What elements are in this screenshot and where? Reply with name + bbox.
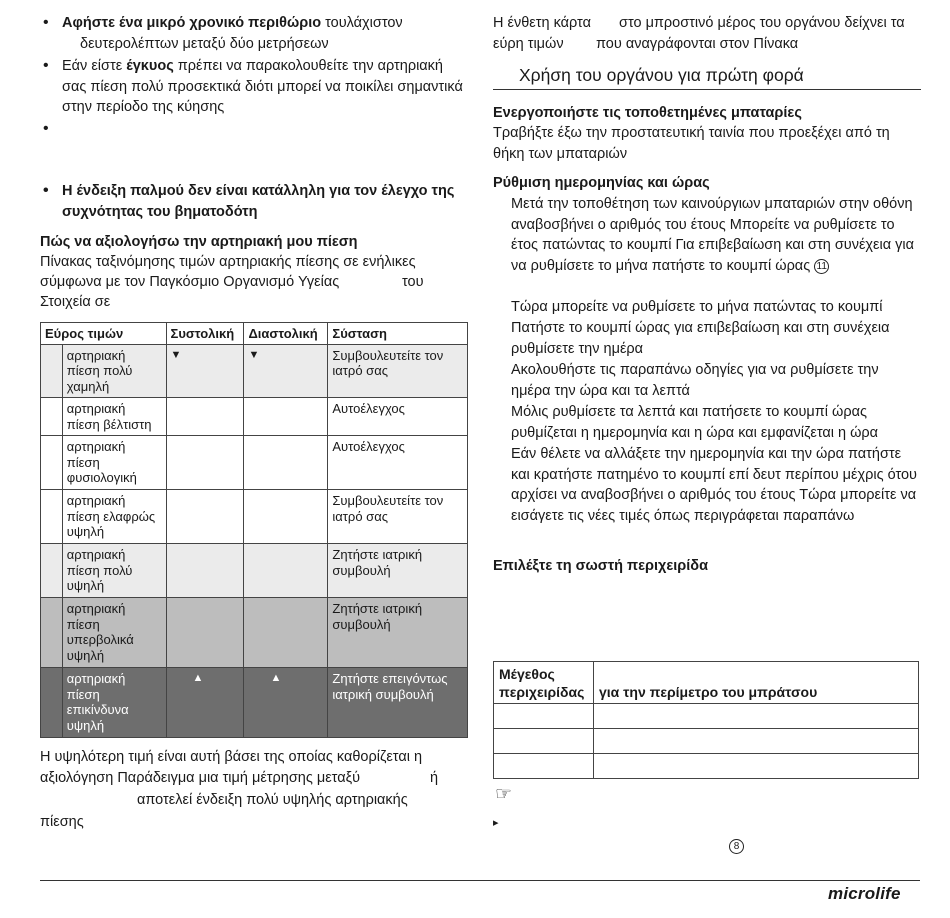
- assess-line-3: Στοιχεία σε: [40, 294, 111, 310]
- advice-cell: Συμβουλευτείτε τον ιατρό σας: [328, 490, 468, 544]
- date-para-6: Εάν θέλετε να αλλάξετε την ημερομηνία και την ώρα πατήστε και κρατήστε πατημένο το κουμπί επί δευτ περίπου μέχρις ότου αρχίσει να αναβοσβήνει ο αριθμός του έτους Τώρα μπορείτε να εισάγετε τις νέες τιμές όπως περιγράφεται παραπάνω: [511, 446, 917, 524]
- advice-cell: Συμβουλευτείτε τον ιατρό σας: [328, 344, 468, 398]
- section-title: Χρήση του οργάνου για πρώτη φορά: [493, 64, 921, 90]
- header-arm-circumference: για την περίμετρο του μπράτσου: [593, 662, 918, 704]
- color-swatch: [41, 344, 63, 398]
- microlife-logo: microlife: [828, 884, 901, 903]
- date-time-heading: Ρύθμιση ημερομηνίας και ώρας: [493, 175, 710, 191]
- color-swatch: [41, 436, 63, 490]
- systolic-cell: [166, 490, 244, 544]
- batteries-text: Τραβήξτε έξω την προστατευτική ταινία που προεξέχει από τη θήκη των μπαταριών: [493, 125, 890, 162]
- pointing-hand-icon: ☞: [495, 784, 513, 805]
- circumference-cell: [593, 754, 918, 779]
- footer-divider: [40, 880, 920, 881]
- date-para-5: Μόλις ρυθμίσετε τα λεπτά και πατήσετε το κουμπί ώρας ρυθμίζεται η ημερομηνία και η ώρα και εμφανίζεται η ώρα: [511, 404, 879, 441]
- after-table-line-2b: ή: [430, 770, 439, 786]
- bullet-pregnancy-bold: έγκυος: [126, 58, 174, 74]
- date-para-1: [511, 194, 921, 276]
- header-range: Εύρος τιμών: [41, 323, 167, 345]
- range-cell: αρτηριακή πίεση επικίνδυνα υψηλή: [62, 668, 166, 738]
- systolic-cell: [166, 598, 244, 668]
- table-row: [41, 668, 468, 738]
- after-table-line-2a: αξιολόγηση Παράδειγμα μια τιμή μέτρησης μεταξύ: [40, 770, 361, 786]
- advice-cell: Αυτοέλεγχος: [328, 436, 468, 490]
- table-row: [41, 490, 468, 544]
- table-row: [41, 598, 468, 668]
- range-cell: αρτηριακή πίεση βέλτιστη: [62, 398, 166, 436]
- diastolic-cell: [244, 544, 328, 598]
- bullet-interval: [40, 13, 470, 34]
- systolic-cell: [166, 398, 244, 436]
- cuff-table-header: [494, 662, 919, 704]
- table-row: [41, 544, 468, 598]
- date-para-3: Πατήστε το κουμπί ώρας για επιβεβαίωση και στη συνέχεια ρυθμίσετε την ημέρα: [511, 320, 890, 357]
- date-para-4: Ακολουθήστε τις παραπάνω οδηγίες για να ρυθμίσετε την ημέρα την ώρα και τα λεπτά: [511, 362, 879, 399]
- systolic-cell: [166, 544, 244, 598]
- diastolic-cell: [244, 490, 328, 544]
- cuff-size-table: [493, 661, 919, 779]
- table-row: [494, 704, 919, 729]
- circled-number-8-wrap: [729, 836, 744, 857]
- bullet-pregnancy: [40, 56, 470, 118]
- header-cuff-size: [494, 662, 594, 704]
- bullet-pregnancy-text: πρέπει να παρακολουθείτε την αρτηριακή σας πίεση πολύ προσεκτικά διότι μπορεί να ποικίλει σημαντικά στην περίοδο της κύησης: [62, 58, 463, 115]
- color-swatch: [41, 398, 63, 436]
- bullet-interval-text: τουλάχιστον: [321, 15, 403, 31]
- color-swatch: [41, 490, 63, 544]
- range-cell: αρτηριακή πίεση πολύ υψηλή: [62, 544, 166, 598]
- range-cell: αρτηριακή πίεση πολύ χαμηλή: [62, 344, 166, 398]
- color-swatch: [41, 668, 63, 738]
- color-swatch: [41, 544, 63, 598]
- bp-classification-table: [40, 322, 468, 738]
- intro-line-2b: που αναγράφονται στον Πίνακα: [596, 36, 799, 52]
- date-para-1-text: Μετά την τοποθέτηση των καινούργιων μπαταριών στην οθόνη αναβοσβήνει ο αριθμός του έτους Μπορείτε να ρυθμίσετε το έτος πατώντας το κουμπί Για επιβεβαίωση και στη συνέχεια για να ρυθμίσετε το μήνα πατήστε το κουμπί ώρας: [511, 196, 914, 274]
- down-arrow-icon: ▼: [166, 344, 244, 398]
- up-arrow-icon: ▲: [166, 668, 244, 738]
- intro-line-1b: στο μπροστινό μέρος του οργάνου δείχνει τα: [619, 15, 905, 31]
- circled-number-8: 8: [729, 839, 744, 854]
- table-row: [41, 436, 468, 490]
- circumference-cell: [593, 704, 918, 729]
- cuff-size-cell: [494, 704, 594, 729]
- cuff-heading: Επιλέξτε τη σωστή περιχειρίδα: [493, 558, 708, 574]
- bullet-empty: [40, 119, 470, 139]
- diastolic-cell: [244, 436, 328, 490]
- bullet-pacemaker: • Η ένδειξη παλμού δεν είναι κατάλληλη για τον έλεγχο της συχνότητας του βηματοδότη: [40, 181, 470, 222]
- cuff-size-cell: [494, 729, 594, 754]
- down-arrow-icon: ▼: [244, 344, 328, 398]
- after-table-line-1: Η υψηλότερη τιμή είναι αυτή βάσει της οποίας καθορίζεται η: [40, 749, 423, 765]
- cuff-size-cell: [494, 754, 594, 779]
- bullet-interval-bold: Αφήστε ένα μικρό χρονικό περιθώριο: [62, 15, 322, 31]
- color-swatch: [41, 598, 63, 668]
- batteries-heading: Ενεργοποιήστε τις τοποθετημένες μπαταρίες: [493, 105, 802, 121]
- diastolic-cell: [244, 598, 328, 668]
- systolic-cell: [166, 436, 244, 490]
- range-cell: αρτηριακή πίεση υπερβολικά υψηλή: [62, 598, 166, 668]
- advice-cell: Αυτοέλεγχος: [328, 398, 468, 436]
- diastolic-cell: [244, 398, 328, 436]
- range-cell: αρτηριακή πίεση φυσιολογική: [62, 436, 166, 490]
- bullet-interval-line2: δευτερολέπτων μεταξύ δύο μετρήσεων: [80, 36, 329, 52]
- header-cuff-size-line2: περιχειρίδας: [499, 684, 585, 700]
- arrow-right-icon: ▸: [493, 817, 499, 829]
- after-table-line-3: αποτελεί ένδειξη πολύ υψηλής αρτηριακής: [137, 792, 408, 808]
- assess-heading: Πώς να αξιολογήσω την αρτηριακή μου πίεση: [40, 234, 358, 250]
- bp-table-header: [41, 323, 468, 345]
- advice-cell: Ζητήστε ιατρική συμβουλή: [328, 598, 468, 668]
- circled-number-11: 11: [814, 259, 829, 274]
- table-row: [494, 729, 919, 754]
- table-row: [41, 344, 468, 398]
- intro-line-2a: εύρη τιμών: [493, 36, 564, 52]
- header-systolic: Συστολική: [166, 323, 244, 345]
- date-para-2: Τώρα μπορείτε να ρυθμίσετε το μήνα πατώντας το κουμπί: [511, 299, 883, 315]
- table-row: [494, 754, 919, 779]
- advice-cell: Ζητήστε ιατρική συμβουλή: [328, 544, 468, 598]
- assess-line-2a: σύμφωνα με τον Παγκόσμιο Οργανισμό Υγείας: [40, 274, 340, 290]
- header-diastolic: Διαστολική: [244, 323, 328, 345]
- header-advice: Σύσταση: [328, 323, 468, 345]
- header-cuff-size-line1: Μέγεθος: [499, 666, 555, 682]
- intro-line-1a: Η ένθετη κάρτα: [493, 15, 591, 31]
- range-cell: αρτηριακή πίεση ελαφρώς υψηλή: [62, 490, 166, 544]
- up-arrow-icon: ▲: [244, 668, 328, 738]
- after-table-line-4: πίεσης: [40, 814, 84, 830]
- circumference-cell: [593, 729, 918, 754]
- bullet-pregnancy-pre: Εάν είστε: [62, 58, 127, 74]
- assess-line-1: Πίνακας ταξινόμησης τιμών αρτηριακής πίεσης σε ενήλικες: [40, 254, 416, 270]
- table-row: [41, 398, 468, 436]
- assess-line-2b: του: [402, 274, 424, 290]
- advice-cell: Ζητήστε επειγόντως ιατρική συμβουλή: [328, 668, 468, 738]
